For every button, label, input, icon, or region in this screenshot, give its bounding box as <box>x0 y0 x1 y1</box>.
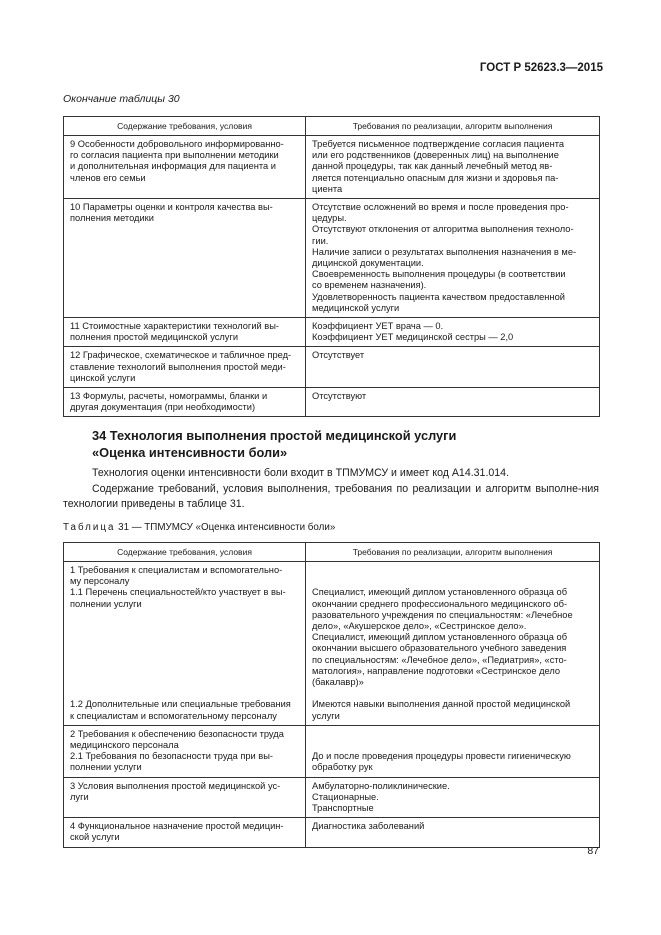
cell-line: Наличие записи о результатах выполнения назначения в ме- <box>312 246 577 257</box>
page-number: 87 <box>587 845 599 857</box>
cell-line: Отсутствие осложнений во время и после проведения про- <box>312 202 569 213</box>
table-continuation-note: Окончание таблицы 30 <box>63 93 180 105</box>
cell-line: 9 Особенности добровольного информированно- <box>70 139 284 149</box>
requirement-cell <box>64 388 306 417</box>
cell-line: и дополнительная информация для пациента и <box>70 161 276 172</box>
cell-line: окончании высшего образовательного учебного заведения <box>312 643 567 654</box>
cell-line: гии. <box>312 235 329 246</box>
cell-line: Диагностика заболеваний <box>312 821 425 832</box>
table-row <box>64 136 600 199</box>
cell-line: 4 Функциональное назначение простой медицин- <box>70 821 284 832</box>
cell-line: окончании среднего профессионального медицинского об- <box>312 598 568 609</box>
document-code: ГОСТ Р 52623.3—2015 <box>479 62 603 74</box>
cell-line: 1 Требования к специалистам и вспомогательно- <box>70 565 283 575</box>
cell-line: 2.1 Требования по безопасности труда при вы- <box>70 751 274 762</box>
implementation-cell <box>306 562 600 726</box>
cell-line: Коэффициент УЕТ врача — 0. <box>312 321 444 332</box>
requirement-cell <box>64 725 306 777</box>
cell-line: Имеются навыки выполнения данной простой медицинской <box>312 699 571 710</box>
cell-line: или его родственников (доверенных лиц) на выполнение <box>312 150 559 161</box>
requirement-cell <box>64 818 306 847</box>
implementation-cell <box>306 388 600 417</box>
table-row <box>64 318 600 347</box>
body-paragraph: Содержание требований, условия выполнения, требования по реализации и алгоритм выполне-ния технологии приведены в таблице 31. <box>63 483 599 510</box>
column-header: Требования по реализации, алгоритм выполнения <box>306 117 600 136</box>
table-row <box>64 562 600 726</box>
implementation-cell <box>306 347 600 388</box>
table-caption-word: Таблица <box>63 522 116 533</box>
cell-line: полнении услуги <box>70 598 142 609</box>
column-header: Требования по реализации, алгоритм выполнения <box>306 543 600 562</box>
section-heading-line: 34 Технология выполнения простой медицинской услуги <box>92 428 457 443</box>
table-row <box>64 388 600 417</box>
cell-line: дицинской документации. <box>312 258 424 269</box>
implementation-cell <box>306 777 600 818</box>
table-31 <box>63 542 600 848</box>
cell-line: Транспортные <box>312 803 374 814</box>
cell-line: Требуется письменное подтверждение согласия пациента <box>312 139 565 149</box>
requirement-cell <box>64 136 306 199</box>
cell-line: полнения методики <box>70 213 154 224</box>
column-header: Содержание требования, условия <box>64 543 306 562</box>
implementation-cell <box>306 136 600 199</box>
table-row <box>64 777 600 818</box>
cell-line: Специалист, имеющий диплом установленного образца об <box>312 632 568 643</box>
cell-line: другая документация (при необходимости) <box>70 402 256 413</box>
cell-line: Амбулаторно-поликлинические. <box>312 780 450 791</box>
cell-line: Удовлетворенность пациента качеством предоставленной <box>312 291 565 302</box>
column-header: Содержание требования, условия <box>64 117 306 136</box>
table-caption-text: 31 — ТПМУМСУ «Оценка интенсивности боли» <box>118 522 336 533</box>
cell-line: к специалистам и вспомогательному персоналу <box>70 710 277 721</box>
cell-line: 3 Условия выполнения простой медицинской ус- <box>70 780 281 791</box>
table-caption <box>63 522 335 533</box>
cell-line: цинской услуги <box>70 372 136 383</box>
cell-line: обработку рук <box>312 762 373 773</box>
cell-line: (бакалавр)» <box>312 677 364 687</box>
cell-line: 12 Графическое, схематическое и табличное пред- <box>70 350 292 361</box>
requirement-cell <box>64 777 306 818</box>
implementation-cell <box>306 199 600 318</box>
cell-line: медицинского персонала <box>70 740 179 750</box>
cell-line: 11 Стоимостные характеристики технологий вы- <box>70 321 280 332</box>
cell-line: услуги <box>312 710 340 721</box>
table-header-row <box>64 543 600 562</box>
cell-line: дело», «Акушерское дело», «Сестринское дело». <box>312 620 527 631</box>
cell-line: Отсутствует <box>312 350 365 361</box>
table-row <box>64 818 600 847</box>
cell-line: циента <box>312 183 343 194</box>
cell-line: ставление технологий выполнения простой меди- <box>70 361 286 372</box>
cell-line: со временем назначения). <box>312 280 427 291</box>
implementation-cell <box>306 725 600 777</box>
cell-line: Коэффициент УЕТ медицинской сестры — 2,0 <box>312 332 514 343</box>
cell-line: полнении услуги <box>70 762 142 773</box>
table-header-row <box>64 117 600 136</box>
requirement-cell <box>64 562 306 726</box>
section-heading <box>92 427 456 461</box>
requirement-cell <box>64 318 306 347</box>
cell-line: ляется потенциально опасным для жизни и здоровья па- <box>312 172 559 183</box>
cell-line: Отсутствуют отклонения от алгоритма выполнения техноло- <box>312 224 574 235</box>
requirement-cell <box>64 199 306 318</box>
cell-line: ской услуги <box>70 832 120 843</box>
cell-line: медицинской услуги <box>312 302 400 313</box>
cell-line: 2 Требования к обеспечению безопасности труда <box>70 728 284 739</box>
cell-line: Специалист, имеющий диплом установленного образца об <box>312 587 568 598</box>
table-row <box>64 725 600 777</box>
cell-line: членов его семьи <box>70 172 146 183</box>
table-row <box>64 347 600 388</box>
cell-line: Своевременность выполнения процедуры (в соответствии <box>312 269 566 280</box>
cell-line: 1.1 Перечень специальностей/кто участвует в вы- <box>70 587 286 598</box>
cell-line: матология», направление подготовки «Сестринское дело <box>312 665 561 676</box>
cell-line: му персоналу <box>70 576 130 587</box>
table-30 <box>63 116 600 417</box>
table-row <box>64 199 600 318</box>
implementation-cell <box>306 318 600 347</box>
body-paragraph: Технология оценки интенсивности боли входит в ТПМУМСУ и имеет код А14.31.014. <box>92 467 510 479</box>
cell-line: До и после проведения процедуры провести гигиеническую <box>312 751 571 762</box>
cell-line: цедуры. <box>312 213 347 224</box>
cell-line: по специальностям: «Лечебное дело», «Педиатрия», «сто- <box>312 654 567 665</box>
cell-line: 10 Параметры оценки и контроля качества вы- <box>70 202 273 213</box>
cell-line: данной процедуры, так как данный лечебный метод яв- <box>312 161 553 172</box>
implementation-cell <box>306 818 600 847</box>
cell-line: 1.2 Дополнительные или специальные требования <box>70 699 291 710</box>
cell-line: полнения простой медицинской услуги <box>70 332 239 343</box>
section-heading-line: «Оценка интенсивности боли» <box>92 445 288 460</box>
requirement-cell <box>64 347 306 388</box>
cell-line: Стационарные. <box>312 791 379 802</box>
cell-line: разовательного учреждения по специальностям: «Лечебное <box>312 609 573 620</box>
cell-line: 13 Формулы, расчеты, номограммы, бланки и <box>70 391 268 402</box>
cell-line: луги <box>70 791 89 802</box>
cell-line: Отсутствуют <box>312 391 367 402</box>
cell-line: го согласия пациента при выполнении методики <box>70 150 279 161</box>
